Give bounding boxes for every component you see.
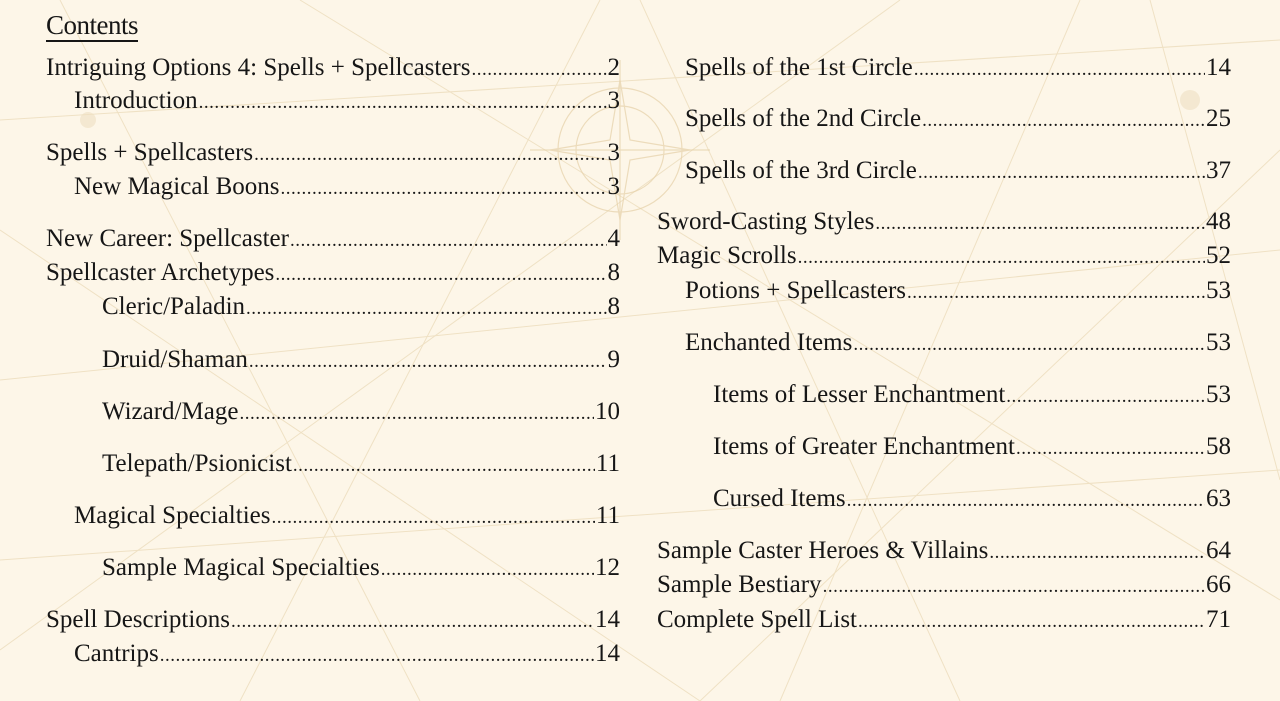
leader-dots: [271, 502, 594, 534]
toc-entry-page: 71: [1206, 606, 1231, 633]
leader-dots: [1016, 433, 1205, 465]
toc-entry-label: Wizard/Mage: [102, 398, 239, 425]
toc-entry-page: 4: [607, 225, 620, 252]
toc-entry[interactable]: [74, 638, 620, 670]
toc-entry-label: Magic Scrolls: [657, 242, 797, 269]
toc-entry-label: Complete Spell List: [657, 606, 857, 633]
toc-entry-page: 58: [1206, 433, 1231, 460]
toc-entry-page: 53: [1206, 381, 1231, 408]
leader-dots: [239, 398, 594, 430]
toc-entry-label: Sword-Casting Styles: [657, 208, 875, 235]
toc-entry-label: Spells of the 2nd Circle: [685, 105, 922, 132]
toc-entry-page: 8: [607, 259, 620, 286]
toc-entry-label: Spells of the 1st Circle: [685, 54, 913, 81]
toc-entry[interactable]: [685, 327, 1231, 359]
leader-dots: [160, 640, 594, 672]
toc-entry-label: Druid/Shaman: [102, 346, 248, 373]
leader-dots: [918, 157, 1205, 189]
toc-entry-page: 12: [595, 554, 620, 581]
toc-entry[interactable]: [713, 483, 1231, 515]
toc-entry-page: 14: [595, 640, 620, 667]
leader-dots: [875, 208, 1205, 240]
toc-entry[interactable]: [74, 85, 620, 117]
toc-entry-page: 63: [1206, 485, 1231, 512]
toc-entry[interactable]: [46, 137, 620, 169]
leader-dots: [1006, 381, 1205, 413]
toc-entry[interactable]: [657, 535, 1231, 567]
toc-entry-page: 14: [595, 606, 620, 633]
toc-entry-page: 66: [1206, 571, 1231, 598]
toc-entry[interactable]: [46, 257, 620, 289]
leader-dots: [472, 54, 607, 86]
toc-entry-label: Spells of the 3rd Circle: [685, 157, 917, 184]
leader-dots: [381, 554, 594, 586]
toc-entry-page: 25: [1206, 105, 1231, 132]
leader-dots: [293, 450, 595, 482]
leader-dots: [290, 225, 607, 257]
toc-entry[interactable]: [102, 448, 620, 480]
toc-entry[interactable]: [46, 52, 620, 84]
toc-entry-page: 3: [607, 139, 620, 166]
toc-entry-label: Magical Specialties: [74, 502, 271, 529]
toc-entry[interactable]: [102, 552, 620, 584]
toc-entry-label: Telepath/Psionicist: [102, 450, 292, 477]
leader-dots: [798, 242, 1205, 274]
toc-entry-page: 3: [607, 87, 620, 114]
leader-dots: [858, 606, 1205, 638]
toc-entry[interactable]: [46, 604, 620, 636]
toc-entry[interactable]: [685, 275, 1231, 307]
toc-entry[interactable]: [102, 344, 620, 376]
toc-entry-label: Spell Descriptions: [46, 606, 231, 633]
leader-dots: [199, 87, 607, 119]
toc-entry-page: 3: [607, 173, 620, 200]
toc-entry-page: 53: [1206, 277, 1231, 304]
leader-dots: [281, 173, 607, 205]
contents-heading: Contents: [46, 10, 139, 40]
leader-dots: [989, 537, 1205, 569]
toc-entry[interactable]: [685, 52, 1231, 84]
toc-entry-page: 14: [1206, 54, 1231, 81]
toc-entry-page: 64: [1206, 537, 1231, 564]
toc-entry-page: 48: [1206, 208, 1231, 235]
toc-entry-label: Items of Lesser Enchantment: [713, 381, 1006, 408]
toc-entry-page: 11: [595, 502, 620, 529]
leader-dots: [922, 105, 1205, 137]
toc-entry-label: New Career: Spellcaster: [46, 225, 289, 252]
leader-dots: [231, 606, 594, 638]
toc-entry[interactable]: [102, 291, 620, 323]
toc-entry-label: Items of Greater Enchantment: [713, 433, 1015, 460]
toc-entry[interactable]: [685, 155, 1231, 187]
leader-dots: [847, 485, 1205, 517]
toc-entry-label: Potions + Spellcasters: [685, 277, 907, 304]
toc-entry-label: New Magical Boons: [74, 173, 280, 200]
leader-dots: [823, 571, 1205, 603]
toc-entry-label: Sample Bestiary: [657, 571, 822, 598]
leader-dots: [254, 139, 606, 171]
leader-dots: [246, 293, 606, 325]
toc-entry[interactable]: [657, 206, 1231, 238]
toc-entry-page: 8: [607, 293, 620, 320]
toc-entry[interactable]: [657, 604, 1231, 636]
toc-entry-label: Cursed Items: [713, 485, 846, 512]
toc-entry[interactable]: [74, 171, 620, 203]
toc-entry-label: Spells + Spellcasters: [46, 139, 254, 166]
toc-entry-page: 53: [1206, 329, 1231, 356]
toc-entry-label: Intriguing Options 4: Spells + Spellcasters: [46, 54, 471, 81]
toc-entry-label: Introduction: [74, 87, 198, 114]
toc-entry[interactable]: [713, 431, 1231, 463]
leader-dots: [853, 329, 1205, 361]
toc-entry[interactable]: [657, 569, 1231, 601]
toc-entry-page: 10: [595, 398, 620, 425]
leader-dots: [249, 346, 607, 378]
toc-entry[interactable]: [74, 500, 620, 532]
leader-dots: [914, 54, 1205, 86]
toc-entry-page: 52: [1206, 242, 1231, 269]
toc-entry[interactable]: [657, 240, 1231, 272]
leader-dots: [275, 259, 606, 291]
toc-entry-label: Enchanted Items: [685, 329, 853, 356]
toc-entry[interactable]: [46, 223, 620, 255]
toc-entry-label: Spellcaster Archetypes: [46, 259, 275, 286]
toc-entry-label: Cantrips: [74, 640, 159, 667]
leader-dots: [907, 277, 1205, 309]
toc-entry-page: 37: [1206, 157, 1231, 184]
toc-entry-label: Sample Magical Specialties: [102, 554, 380, 581]
toc-entry[interactable]: [713, 379, 1231, 411]
toc-entry[interactable]: [685, 103, 1231, 135]
toc-entry-page: 9: [607, 346, 620, 373]
toc-entry-label: Cleric/Paladin: [102, 293, 246, 320]
toc-entry[interactable]: [102, 396, 620, 428]
toc-entry-page: 2: [607, 54, 620, 81]
toc-entry-page: 11: [595, 450, 620, 477]
toc-entry-label: Sample Caster Heroes & Villains: [657, 537, 989, 564]
